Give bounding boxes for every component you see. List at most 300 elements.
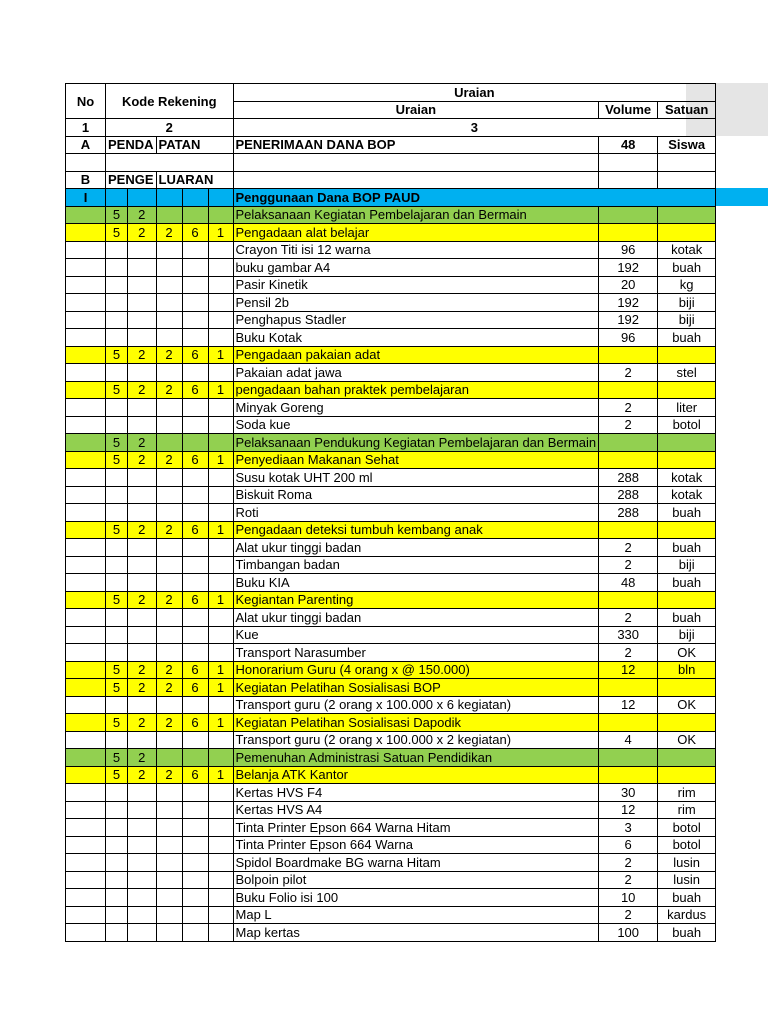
item-satuan: buah bbox=[658, 924, 716, 942]
row-no-cell bbox=[66, 889, 106, 907]
item-satuan: OK bbox=[658, 731, 716, 749]
kode-cell bbox=[127, 924, 156, 942]
kode-cell bbox=[208, 434, 233, 452]
kode-digit: 2 bbox=[127, 766, 156, 784]
item-satuan bbox=[658, 206, 716, 224]
section-b-no: B bbox=[66, 171, 106, 189]
kode-cell bbox=[127, 626, 156, 644]
item-description: Transport Narasumber bbox=[233, 644, 599, 662]
kode-cell bbox=[106, 294, 128, 312]
kode-cell bbox=[182, 399, 208, 417]
item-volume bbox=[599, 714, 658, 732]
row-no-cell bbox=[66, 259, 106, 277]
item-description: Roti bbox=[233, 504, 599, 522]
kode-cell bbox=[182, 434, 208, 452]
kode-cell bbox=[156, 241, 182, 259]
item-volume: 12 bbox=[599, 661, 658, 679]
section-i-row bbox=[66, 189, 716, 207]
item-satuan: rim bbox=[658, 784, 716, 802]
activity-title: Kegiatan Pelatihan Sosialisasi Dapodik bbox=[233, 714, 599, 732]
kode-digit: 6 bbox=[182, 521, 208, 539]
section-i-title: Penggunaan Dana BOP PAUD bbox=[233, 189, 716, 207]
activity-title: Kegiantan Parenting bbox=[233, 591, 599, 609]
kode-cell bbox=[208, 836, 233, 854]
kode-cell bbox=[106, 241, 128, 259]
kode-cell bbox=[208, 819, 233, 837]
item-row bbox=[66, 924, 716, 942]
kode-cell bbox=[127, 801, 156, 819]
kode-cell bbox=[208, 609, 233, 627]
kode-digit: 2 bbox=[156, 451, 182, 469]
item-row bbox=[66, 574, 716, 592]
item-volume bbox=[599, 434, 658, 452]
activity-row bbox=[66, 521, 716, 539]
kode-digit: 2 bbox=[127, 224, 156, 242]
kode-cell bbox=[106, 696, 128, 714]
item-satuan: kotak bbox=[658, 486, 716, 504]
row-no-cell bbox=[66, 749, 106, 767]
section-a-text-3: PENERIMAAN DANA BOP bbox=[233, 136, 599, 154]
group-row bbox=[66, 749, 716, 767]
kode-cell bbox=[127, 696, 156, 714]
kode-digit: 6 bbox=[182, 381, 208, 399]
kode-cell bbox=[156, 609, 182, 627]
kode-cell bbox=[106, 311, 128, 329]
row-no-cell bbox=[66, 486, 106, 504]
kode-cell bbox=[182, 819, 208, 837]
item-row bbox=[66, 486, 716, 504]
kode-cell bbox=[156, 364, 182, 382]
kode-digit: 2 bbox=[127, 521, 156, 539]
item-row bbox=[66, 819, 716, 837]
item-volume: 3 bbox=[599, 819, 658, 837]
kode-cell bbox=[127, 609, 156, 627]
item-row bbox=[66, 539, 716, 557]
kode-cell bbox=[208, 241, 233, 259]
kode-cell bbox=[208, 206, 233, 224]
item-volume: 288 bbox=[599, 469, 658, 487]
kode-cell bbox=[182, 626, 208, 644]
row-no-cell bbox=[66, 504, 106, 522]
item-satuan bbox=[658, 521, 716, 539]
item-row bbox=[66, 644, 716, 662]
header-uraian-top: Uraian bbox=[233, 84, 716, 102]
kode-cell bbox=[106, 276, 128, 294]
item-volume bbox=[599, 381, 658, 399]
kode-cell bbox=[106, 906, 128, 924]
kode-cell bbox=[182, 364, 208, 382]
item-row bbox=[66, 731, 716, 749]
item-description: Bolpoin pilot bbox=[233, 871, 599, 889]
item-satuan: buah bbox=[658, 609, 716, 627]
section-a-row bbox=[66, 136, 716, 154]
item-description: Pakaian adat jawa bbox=[233, 364, 599, 382]
kode-cell bbox=[156, 854, 182, 872]
kode-cell bbox=[182, 889, 208, 907]
item-volume: 2 bbox=[599, 644, 658, 662]
item-satuan: biji bbox=[658, 311, 716, 329]
kode-cell bbox=[127, 416, 156, 434]
kode-cell bbox=[182, 906, 208, 924]
item-volume: 6 bbox=[599, 836, 658, 854]
item-volume: 30 bbox=[599, 784, 658, 802]
kode-cell bbox=[182, 801, 208, 819]
row-no-cell bbox=[66, 206, 106, 224]
item-description: Pasir Kinetik bbox=[233, 276, 599, 294]
kode-cell bbox=[182, 486, 208, 504]
kode-digit: 2 bbox=[127, 591, 156, 609]
item-satuan: buah bbox=[658, 539, 716, 557]
kode-digit: 2 bbox=[156, 591, 182, 609]
header-number-1: 1 bbox=[66, 119, 106, 137]
item-satuan bbox=[658, 591, 716, 609]
kode-cell bbox=[182, 854, 208, 872]
kode-cell bbox=[156, 539, 182, 557]
item-description: Timbangan badan bbox=[233, 556, 599, 574]
item-satuan: OK bbox=[658, 696, 716, 714]
kode-cell bbox=[127, 906, 156, 924]
kode-cell bbox=[106, 416, 128, 434]
kode-cell bbox=[182, 609, 208, 627]
activity-title: Pengadaan pakaian adat bbox=[233, 346, 599, 364]
kode-cell bbox=[127, 486, 156, 504]
item-satuan: OK bbox=[658, 644, 716, 662]
kode-cell bbox=[156, 556, 182, 574]
row-no-cell bbox=[66, 416, 106, 434]
item-satuan: buah bbox=[658, 329, 716, 347]
item-description: Transport guru (2 orang x 100.000 x 6 kegiatan) bbox=[233, 696, 599, 714]
kode-cell bbox=[106, 486, 128, 504]
item-volume bbox=[599, 679, 658, 697]
header-satuan: Satuan bbox=[658, 101, 716, 119]
item-volume bbox=[599, 766, 658, 784]
item-description: buku gambar A4 bbox=[233, 259, 599, 277]
item-satuan: biji bbox=[658, 626, 716, 644]
kode-cell bbox=[208, 486, 233, 504]
kode-digit: 2 bbox=[127, 714, 156, 732]
kode-digit: 1 bbox=[208, 381, 233, 399]
kode-cell bbox=[208, 574, 233, 592]
item-volume: 20 bbox=[599, 276, 658, 294]
item-description: Buku Kotak bbox=[233, 329, 599, 347]
item-row bbox=[66, 276, 716, 294]
section-b-row bbox=[66, 171, 716, 189]
item-row bbox=[66, 854, 716, 872]
item-satuan: kotak bbox=[658, 241, 716, 259]
kode-cell bbox=[127, 241, 156, 259]
item-volume: 2 bbox=[599, 871, 658, 889]
kode-cell bbox=[156, 836, 182, 854]
item-description: Kertas HVS A4 bbox=[233, 801, 599, 819]
item-row bbox=[66, 801, 716, 819]
item-row bbox=[66, 259, 716, 277]
row-no-cell bbox=[66, 626, 106, 644]
activity-title: Kegiatan Pelatihan Sosialisasi BOP bbox=[233, 679, 599, 697]
kode-cell bbox=[182, 731, 208, 749]
kode-cell bbox=[156, 206, 182, 224]
kode-cell bbox=[106, 574, 128, 592]
section-i-no: I bbox=[66, 189, 106, 207]
row-no-cell bbox=[66, 924, 106, 942]
item-volume: 12 bbox=[599, 801, 658, 819]
kode-digit: 5 bbox=[106, 381, 128, 399]
activity-row bbox=[66, 451, 716, 469]
kode-cell bbox=[182, 416, 208, 434]
kode-digit: 2 bbox=[127, 381, 156, 399]
item-satuan: lusin bbox=[658, 854, 716, 872]
item-row bbox=[66, 871, 716, 889]
item-satuan: botol bbox=[658, 819, 716, 837]
item-row bbox=[66, 469, 716, 487]
row-no-cell bbox=[66, 294, 106, 312]
item-row bbox=[66, 609, 716, 627]
row-no-cell bbox=[66, 346, 106, 364]
kode-digit: 5 bbox=[106, 766, 128, 784]
item-description: Tinta Printer Epson 664 Warna bbox=[233, 836, 599, 854]
item-volume: 192 bbox=[599, 294, 658, 312]
item-satuan: bln bbox=[658, 661, 716, 679]
kode-cell bbox=[106, 609, 128, 627]
item-satuan: kardus bbox=[658, 906, 716, 924]
item-row bbox=[66, 906, 716, 924]
item-volume: 12 bbox=[599, 696, 658, 714]
kode-cell bbox=[106, 329, 128, 347]
row-no-cell bbox=[66, 609, 106, 627]
activity-row bbox=[66, 591, 716, 609]
kode-cell bbox=[182, 329, 208, 347]
item-volume: 2 bbox=[599, 556, 658, 574]
item-description: Alat ukur tinggi badan bbox=[233, 539, 599, 557]
item-volume bbox=[599, 451, 658, 469]
kode-cell bbox=[127, 574, 156, 592]
row-no-cell bbox=[66, 801, 106, 819]
kode-cell bbox=[156, 329, 182, 347]
row-no-cell bbox=[66, 521, 106, 539]
kode-digit: 2 bbox=[127, 661, 156, 679]
kode-digit: 2 bbox=[127, 206, 156, 224]
row-no-cell bbox=[66, 364, 106, 382]
kode-digit: 1 bbox=[208, 679, 233, 697]
activity-title: Honorarium Guru (4 orang x @ 150.000) bbox=[233, 661, 599, 679]
item-description: Susu kotak UHT 200 ml bbox=[233, 469, 599, 487]
kode-cell bbox=[156, 749, 182, 767]
kode-digit: 1 bbox=[208, 714, 233, 732]
kode-cell bbox=[208, 906, 233, 924]
kode-cell bbox=[127, 836, 156, 854]
item-volume: 2 bbox=[599, 364, 658, 382]
row-no-cell bbox=[66, 469, 106, 487]
item-row bbox=[66, 556, 716, 574]
kode-cell bbox=[182, 749, 208, 767]
kode-digit: 6 bbox=[182, 661, 208, 679]
item-volume: 2 bbox=[599, 539, 658, 557]
kode-cell bbox=[182, 556, 208, 574]
kode-cell bbox=[106, 871, 128, 889]
kode-digit: 1 bbox=[208, 661, 233, 679]
item-description: Soda kue bbox=[233, 416, 599, 434]
row-no-cell bbox=[66, 766, 106, 784]
item-row bbox=[66, 836, 716, 854]
kode-cell bbox=[127, 731, 156, 749]
kode-cell bbox=[127, 469, 156, 487]
section-a-satuan: Siswa bbox=[658, 136, 716, 154]
item-satuan bbox=[658, 381, 716, 399]
kode-cell bbox=[156, 259, 182, 277]
row-no-cell bbox=[66, 224, 106, 242]
item-satuan bbox=[658, 714, 716, 732]
activity-row bbox=[66, 766, 716, 784]
kode-cell bbox=[208, 749, 233, 767]
kode-cell bbox=[208, 644, 233, 662]
kode-cell bbox=[106, 924, 128, 942]
kode-digit: 5 bbox=[106, 224, 128, 242]
kode-digit: 5 bbox=[106, 434, 128, 452]
section-a-volume: 48 bbox=[599, 136, 658, 154]
item-satuan bbox=[658, 346, 716, 364]
kode-cell bbox=[127, 294, 156, 312]
kode-cell bbox=[106, 399, 128, 417]
kode-cell bbox=[156, 644, 182, 662]
item-description: Biskuit Roma bbox=[233, 486, 599, 504]
kode-cell bbox=[208, 294, 233, 312]
row-no-cell bbox=[66, 311, 106, 329]
kode-cell bbox=[106, 504, 128, 522]
group-row bbox=[66, 206, 716, 224]
kode-cell bbox=[156, 784, 182, 802]
row-no-cell bbox=[66, 381, 106, 399]
item-description: Pensil 2b bbox=[233, 294, 599, 312]
item-satuan bbox=[658, 451, 716, 469]
item-satuan: kotak bbox=[658, 469, 716, 487]
row-no-cell bbox=[66, 399, 106, 417]
kode-cell bbox=[156, 871, 182, 889]
kode-digit: 6 bbox=[182, 346, 208, 364]
kode-cell bbox=[127, 539, 156, 557]
kode-digit: 2 bbox=[156, 521, 182, 539]
item-satuan: rim bbox=[658, 801, 716, 819]
item-description: Map L bbox=[233, 906, 599, 924]
item-satuan: buah bbox=[658, 259, 716, 277]
kode-digit: 5 bbox=[106, 714, 128, 732]
kode-cell bbox=[208, 784, 233, 802]
kode-digit: 5 bbox=[106, 346, 128, 364]
item-volume: 10 bbox=[599, 889, 658, 907]
kode-digit: 5 bbox=[106, 451, 128, 469]
kode-cell bbox=[156, 731, 182, 749]
row-no-cell bbox=[66, 906, 106, 924]
kode-cell bbox=[182, 539, 208, 557]
header-volume: Volume bbox=[599, 101, 658, 119]
kode-cell bbox=[208, 924, 233, 942]
group-row bbox=[66, 434, 716, 452]
item-volume: 288 bbox=[599, 504, 658, 522]
header-uraian: Uraian bbox=[233, 101, 599, 119]
kode-cell bbox=[127, 329, 156, 347]
item-volume: 48 bbox=[599, 574, 658, 592]
kode-cell bbox=[127, 259, 156, 277]
item-satuan: buah bbox=[658, 504, 716, 522]
kode-digit: 6 bbox=[182, 714, 208, 732]
activity-title: pengadaan bahan praktek pembelajaran bbox=[233, 381, 599, 399]
kode-cell bbox=[127, 399, 156, 417]
row-no-cell bbox=[66, 714, 106, 732]
item-description: Spidol Boardmake BG warna Hitam bbox=[233, 854, 599, 872]
kode-cell bbox=[127, 784, 156, 802]
kode-cell bbox=[106, 469, 128, 487]
kode-cell bbox=[182, 836, 208, 854]
kode-digit: 1 bbox=[208, 224, 233, 242]
activity-title: Pelaksanaan Kegiatan Pembelajaran dan Bermain bbox=[233, 206, 599, 224]
kode-cell bbox=[208, 329, 233, 347]
kode-cell bbox=[182, 574, 208, 592]
kode-cell bbox=[208, 731, 233, 749]
row-no-cell bbox=[66, 556, 106, 574]
header-no: No bbox=[66, 84, 106, 119]
kode-cell bbox=[156, 574, 182, 592]
kode-cell bbox=[208, 276, 233, 294]
activity-row bbox=[66, 224, 716, 242]
kode-cell bbox=[106, 644, 128, 662]
item-satuan bbox=[658, 766, 716, 784]
kode-cell bbox=[208, 871, 233, 889]
kode-cell bbox=[182, 469, 208, 487]
item-description: Crayon Titi isi 12 warna bbox=[233, 241, 599, 259]
kode-cell bbox=[208, 311, 233, 329]
activity-row bbox=[66, 714, 716, 732]
item-satuan: buah bbox=[658, 574, 716, 592]
kode-cell bbox=[182, 311, 208, 329]
item-row bbox=[66, 311, 716, 329]
kode-cell bbox=[182, 696, 208, 714]
kode-cell bbox=[106, 819, 128, 837]
kode-digit: 2 bbox=[127, 679, 156, 697]
row-no-cell bbox=[66, 574, 106, 592]
kode-digit: 6 bbox=[182, 679, 208, 697]
kode-cell bbox=[106, 364, 128, 382]
item-description: Penghapus Stadler bbox=[233, 311, 599, 329]
kode-cell bbox=[208, 416, 233, 434]
kode-digit: 2 bbox=[156, 766, 182, 784]
kode-digit: 2 bbox=[127, 749, 156, 767]
item-volume: 96 bbox=[599, 329, 658, 347]
kode-cell bbox=[127, 871, 156, 889]
item-row bbox=[66, 889, 716, 907]
kode-cell bbox=[156, 906, 182, 924]
kode-cell bbox=[106, 731, 128, 749]
kode-cell bbox=[156, 486, 182, 504]
kode-digit: 5 bbox=[106, 521, 128, 539]
section-a-no: A bbox=[66, 136, 106, 154]
item-volume bbox=[599, 206, 658, 224]
kode-cell bbox=[156, 399, 182, 417]
kode-cell bbox=[182, 924, 208, 942]
item-volume: 288 bbox=[599, 486, 658, 504]
kode-cell bbox=[156, 889, 182, 907]
item-row bbox=[66, 241, 716, 259]
kode-digit: 6 bbox=[182, 766, 208, 784]
kode-cell bbox=[208, 259, 233, 277]
kode-cell bbox=[106, 784, 128, 802]
item-row bbox=[66, 294, 716, 312]
row-no-cell bbox=[66, 329, 106, 347]
kode-digit: 2 bbox=[127, 434, 156, 452]
section-b-text-2: LUARAN bbox=[156, 171, 233, 189]
item-satuan: botol bbox=[658, 836, 716, 854]
kode-digit: 2 bbox=[156, 714, 182, 732]
kode-cell bbox=[127, 311, 156, 329]
kode-digit: 2 bbox=[127, 346, 156, 364]
kode-cell bbox=[156, 626, 182, 644]
